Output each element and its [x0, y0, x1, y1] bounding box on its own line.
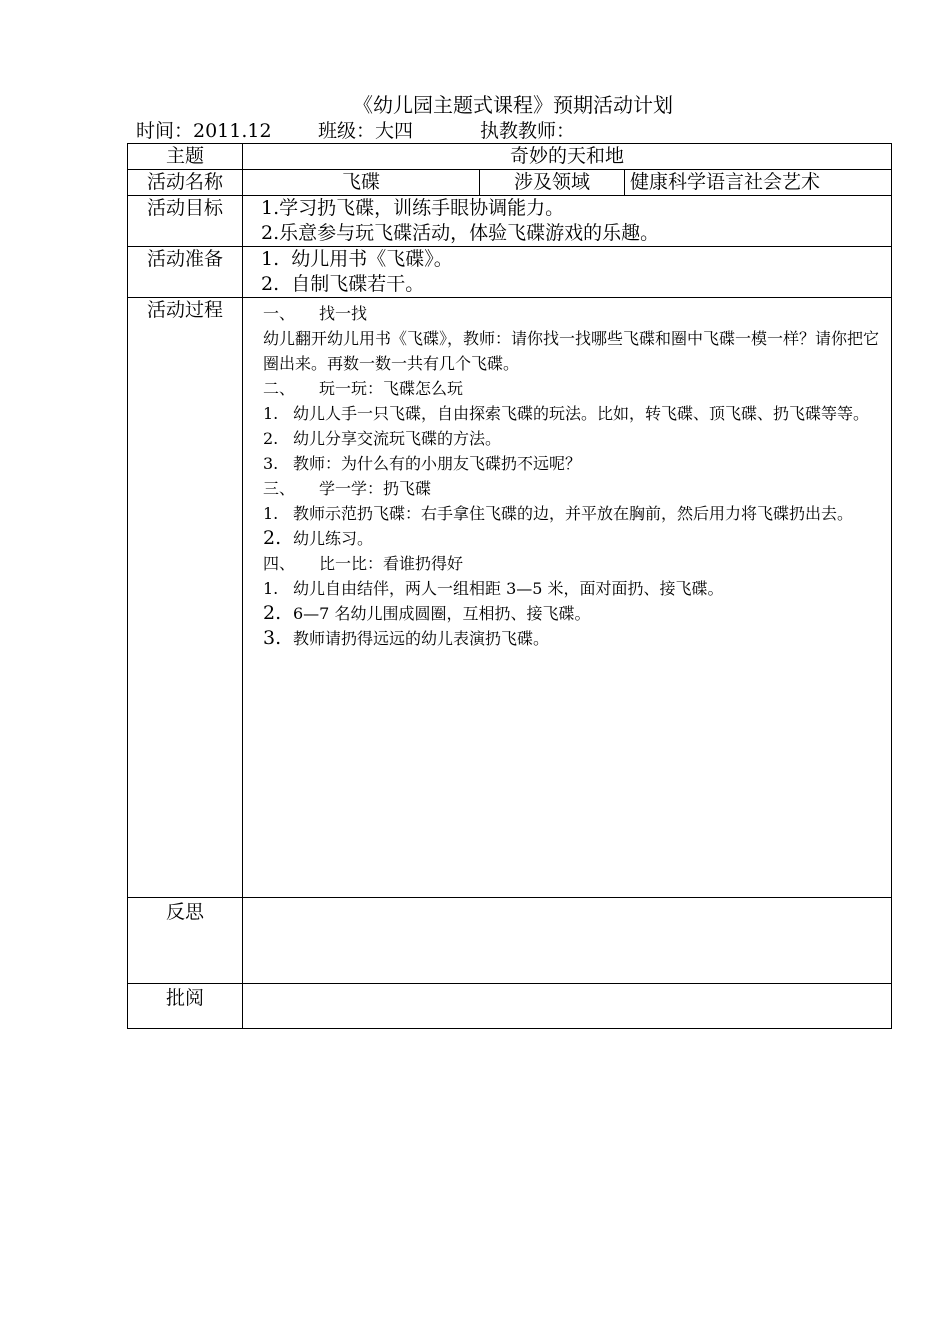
domain-value: 健康科学语言社会艺术 [625, 170, 892, 196]
review-area [243, 984, 892, 1029]
goal-list [243, 196, 892, 247]
section-heading: 一、 找一找 [263, 304, 368, 323]
time-field: 时间：2011.12 [136, 120, 272, 142]
activity-name-value: 飞碟 [243, 170, 480, 196]
header-info [136, 118, 575, 144]
process-content [243, 298, 892, 898]
section-heading: 四、 比一比：看谁扔得好 [263, 554, 464, 573]
list-item: 2. 幼儿分享交流玩飞碟的方法。 [263, 429, 502, 448]
document-title: 《幼儿园主题式课程》预期活动计划 [353, 93, 673, 117]
prep-label: 活动准备 [128, 247, 243, 298]
goal-item: 1.学习扔飞碟，训练手眼协调能力。 [261, 197, 565, 219]
section-heading: 三、 学一学：扔飞碟 [263, 479, 432, 498]
plan-table [127, 143, 892, 1029]
list-item: 3. 教师：为什么有的小朋友飞碟扔不远呢？ [263, 454, 582, 473]
list-item: 1. 幼儿人手一只飞碟，自由探索飞碟的玩法。比如，转飞碟、顶飞碟、扔飞碟等等。 [263, 404, 870, 423]
reflect-area [243, 898, 892, 984]
section-paragraph: 幼儿翻开幼儿用书《飞碟》，教师：请你找一找哪些飞碟和圈中飞碟一模一样？请你把它圈出来。再数一数一共有几个飞碟。 [263, 329, 880, 373]
class-field: 班级：大四 [318, 120, 414, 142]
teacher-field: 执教教师： [480, 120, 576, 142]
prep-item: 2. 自制飞碟若干。 [261, 273, 425, 295]
list-item: 1. 教师示范扔飞碟：右手拿住飞碟的边，并平放在胸前，然后用力将飞碟扔出去。 [263, 504, 854, 523]
domain-label: 涉及领域 [480, 170, 625, 196]
goal-label: 活动目标 [128, 196, 243, 247]
reflect-label: 反思 [128, 898, 243, 984]
list-item: 3. 教师请扔得远远的幼儿表演扔飞碟。 [263, 627, 550, 649]
theme-label: 主题 [128, 144, 243, 170]
list-item: 2. 6—7 名幼儿围成圆圈，互相扔、接飞碟。 [263, 602, 591, 624]
activity-name-label: 活动名称 [128, 170, 243, 196]
goal-item: 2.乐意参与玩飞碟活动，体验飞碟游戏的乐趣。 [261, 222, 660, 244]
process-label: 活动过程 [128, 298, 243, 898]
prep-item: 1. 幼儿用书《飞碟》。 [261, 248, 453, 270]
list-item: 2. 幼儿练习。 [263, 527, 374, 549]
section-heading: 二、 玩一玩：飞碟怎么玩 [263, 379, 464, 398]
prep-list [243, 247, 892, 298]
theme-value: 奇妙的天和地 [243, 144, 892, 170]
review-label: 批阅 [128, 984, 243, 1029]
list-item: 1. 幼儿自由结伴，两人一组相距 3—5 米，面对面扔、接飞碟。 [263, 579, 724, 598]
